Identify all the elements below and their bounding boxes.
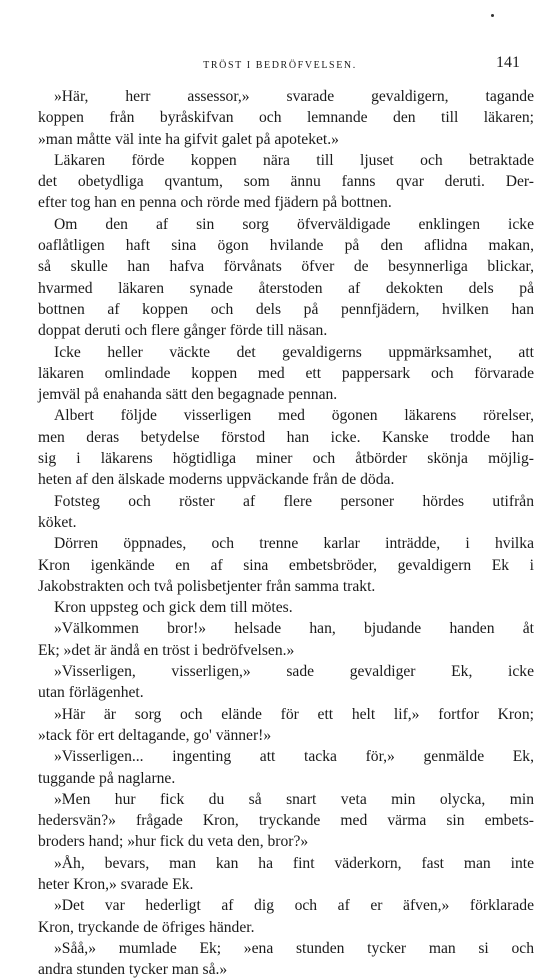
text-line: »Här, herr assessor,» svarade gevaldigern, tagande: [54, 88, 534, 105]
text-line: Kron, tryckande de öfriges händer.: [38, 918, 255, 936]
text-line: Ek; »det är ändå en tröst i bedröfvelsen.»: [38, 641, 295, 659]
page-header: [36, 54, 524, 78]
text-line: Kron uppsteg och gick dem till mötes.: [54, 599, 293, 617]
text-line: »Här är sorg och elände för ett helt lif,» fortfor Kron;: [54, 705, 534, 723]
text-line: doppat deruti och flere gånger förde till näsan.: [38, 322, 328, 340]
text-line: jemväl på enahanda sätt den begagnade pennan.: [38, 386, 338, 404]
text-line: hvarmed läkaren synade återstoden af dekokten dels på: [38, 279, 534, 297]
text-line: Icke heller väckte det gevaldigerns uppmärksamhet, att: [54, 343, 534, 361]
text-line: sig i läkarens högtidliga miner och åtbörder skönja möjlig-: [38, 450, 534, 468]
text-line: Fotsteg och röster af flere personer hördes utifrån: [54, 492, 534, 510]
text-line: »man måtte väl inte ha gifvit galet på apoteket.»: [38, 130, 339, 148]
text-line: andra stunden tycker man så.»: [38, 961, 228, 979]
text-line: »tack för ert deltagande, go' vänner!»: [38, 726, 272, 744]
text-line: Kron igenkände en af sina embetsbröder, gevaldigern Ek i: [38, 556, 534, 574]
text-line: heten af den älskade moderns uppväckande från de döda.: [38, 471, 395, 489]
text-line: hedersvän?» frågade Kron, tryckande med värma sin embets-: [38, 812, 534, 830]
text-line: Om den af sin sorg öfverväldigade enklingen icke: [54, 215, 534, 233]
text-line: »Såå,» mumlade Ek; »ena stunden tycker man si och: [54, 939, 534, 957]
text-line: »Visserligen... ingenting att tacka för,» genmälde Ek,: [54, 748, 534, 766]
text-line: heter Kron,» svarade Ek.: [38, 875, 194, 893]
text-line: »Men hur fick du så snart veta min olycka, min: [54, 790, 534, 808]
text-line: men deras betydelse förstod han icke. Kanske trodde han: [38, 428, 534, 446]
text-line: läkaren omlindade koppen med ett pappersark och förvarade: [38, 364, 534, 382]
text-line: Jakobstrakten och två polisbetjenter från samma trakt.: [38, 577, 376, 595]
text-line: det obetydliga qvantum, som ännu fanns qvar deruti. Der-: [38, 173, 534, 191]
text-line: så skulle han hafva förvånats öfver de besynnerliga blickar,: [38, 258, 534, 276]
ink-speck: [491, 14, 494, 17]
text-line: bottnen af koppen och dels på pennfjädern, hvilken han: [38, 300, 534, 318]
text-line: koppen från byråskifvan och lemnande den till läkaren;: [38, 109, 534, 127]
text-line: Läkaren förde koppen nära till ljuset och betraktade: [54, 151, 534, 169]
text-line: efter tog han en penna och rörde med fjädern på bottnen.: [38, 194, 392, 212]
text-line: »Det var hederligt af dig och af er äfven,» förklarade: [54, 897, 534, 915]
text-line: »Välkommen bror!» helsade han, bjudande handen åt: [54, 620, 534, 638]
text-line: tuggande på naglarne.: [38, 769, 176, 787]
running-title: TRÖST I BEDRÖFVELSEN.: [203, 60, 357, 71]
page-number: 141: [496, 54, 520, 71]
text-line: Dörren öppnades, och trenne karlar inträdde, i hvilka: [54, 535, 534, 553]
text-line: köket.: [38, 513, 77, 531]
text-line: utan förlägenhet.: [38, 684, 144, 702]
text-line: Albert följde visserligen med ögonen läkarens rörelser,: [54, 407, 534, 425]
text-line: »Visserligen, visserligen,» sade gevaldiger Ek, icke: [54, 663, 534, 681]
text-line: »Åh, bevars, man kan ha fint väderkorn, fast man inte: [54, 854, 534, 872]
text-line: broders hand; »hur fick du veta den, bror?»: [38, 833, 309, 851]
body-text: [38, 86, 534, 980]
text-line: oaflåtligen haft sina ögon hvilande på den aflidna makan,: [38, 237, 534, 255]
